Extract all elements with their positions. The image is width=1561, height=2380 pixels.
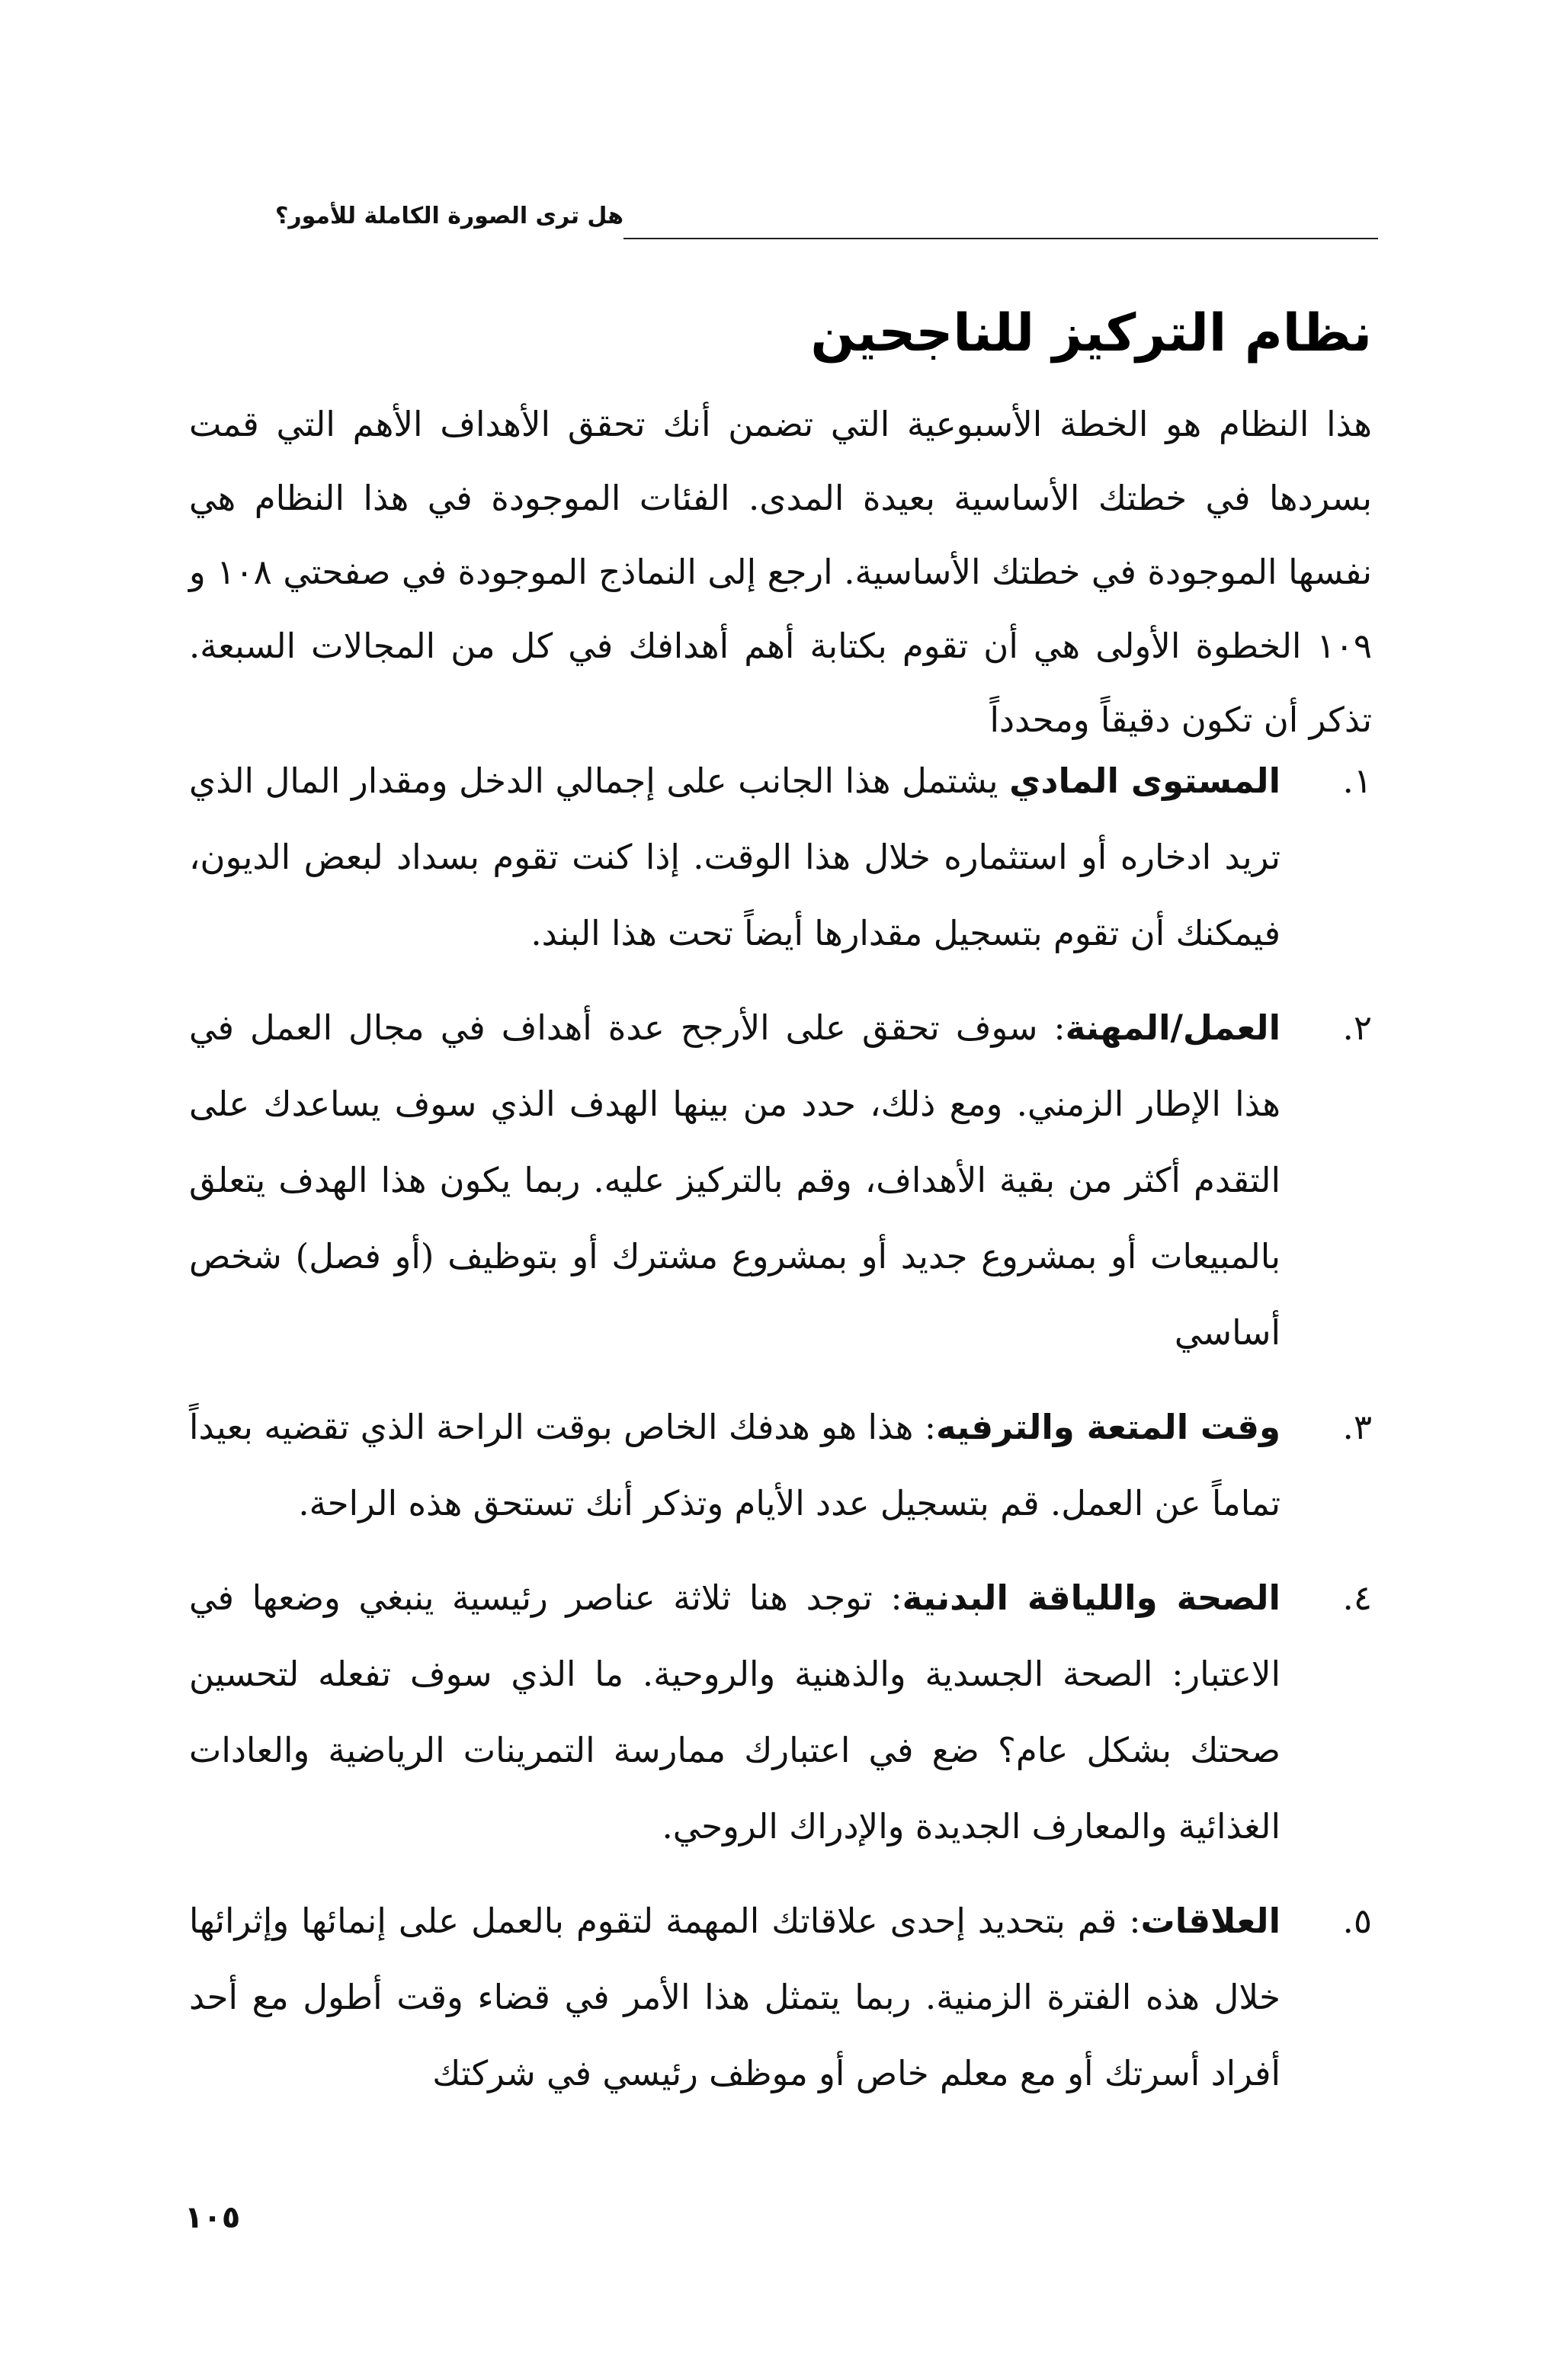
item-text: : هذا هو هدفك الخاص بوقت الراحة الذي تقضيه بعيداً تماماً عن العمل. قم بتسجيل عدد الأيام وتذكر أنك تستحق هذه الراحة. xyxy=(189,1407,1281,1523)
header-rule xyxy=(623,238,1378,239)
item-number: ٣. xyxy=(1342,1407,1372,1447)
item-text: يشتمل هذا الجانب على إجمالي الدخل ومقدار المال الذي تريد ادخاره أو استثماره خلال هذا الوقت. إذا كنت تقوم بسداد لبعض الديون، فيمكنك أن تقوم بتسجيل مقدارها أيضاً تحت هذا البند. xyxy=(189,761,1281,953)
running-header: هل ترى الصورة الكاملة للأمور؟ xyxy=(274,203,623,229)
item-term: الصحة واللياقة البدنية xyxy=(902,1578,1281,1618)
item-text: : سوف تحقق على الأرجح عدة أهداف في مجال العمل في هذا الإطار الزمني. ومع ذلك، حدد من بينها الهدف الذي سوف يساعدك على التقدم أكثر من بقية الأهداف، وقم بالتركيز عليه. ربما يكون هذا الهدف يتعلق بالمبيعات أو بمشروع جديد أو بمشروع مشترك أو بتوظيف (أو فصل) شخص أساسي xyxy=(189,1007,1281,1353)
page-number: ١٠٥ xyxy=(184,2200,241,2235)
list-item xyxy=(189,1560,1372,1865)
list-item xyxy=(189,990,1372,1371)
item-number: ٢. xyxy=(1342,1007,1372,1048)
list-item xyxy=(189,743,1372,972)
section-title: نظام التركيز للناجحين xyxy=(810,303,1372,364)
numbered-list xyxy=(189,743,1372,2130)
item-term: وقت المتعة والترفيه xyxy=(936,1407,1281,1447)
item-term: المستوى المادي xyxy=(1009,761,1281,801)
list-item xyxy=(189,1883,1372,2112)
item-number: ١. xyxy=(1342,761,1372,801)
item-number: ٤. xyxy=(1342,1578,1372,1618)
list-item xyxy=(189,1389,1372,1542)
item-number: ٥. xyxy=(1342,1901,1372,1941)
item-term: العمل/المهنة xyxy=(1065,1007,1281,1048)
item-term: العلاقات xyxy=(1140,1901,1281,1941)
item-text: : قم بتحديد إحدى علاقاتك المهمة لتقوم بالعمل على إنمائها وإثرائها خلال هذه الفترة الزمنية. ربما يتمثل هذا الأمر في قضاء وقت أطول مع أحد أفراد أسرتك أو مع معلم خاص أو موظف رئيسي في شركتك xyxy=(189,1901,1281,2093)
intro-paragraph: هذا النظام هو الخطة الأسبوعية التي تضمن أنك تحقق الأهداف الأهم التي قمت بسردها في خطتك الأساسية بعيدة المدى. الفئات الموجودة في هذا النظام هي نفسها الموجودة في خطتك الأساسية. ارجع إلى النماذج الموجودة في صفحتي ١٠٨ و ١٠٩ الخطوة الأولى هي أن تقوم بكتابة أهم أهدافك في كل من المجالات السبعة. تذكر أن تكون دقيقاً ومحدداً xyxy=(189,404,1372,740)
item-text: : توجد هنا ثلاثة عناصر رئيسية ينبغي وضعها في الاعتبار: الصحة الجسدية والذهنية والروحية. ما الذي سوف تفعله لتحسين صحتك بشكل عام؟ ضع في اعتبارك ممارسة التمرينات الرياضية والعادات الغذائية والمعارف الجديدة والإدراك الروحي. xyxy=(189,1578,1281,1847)
